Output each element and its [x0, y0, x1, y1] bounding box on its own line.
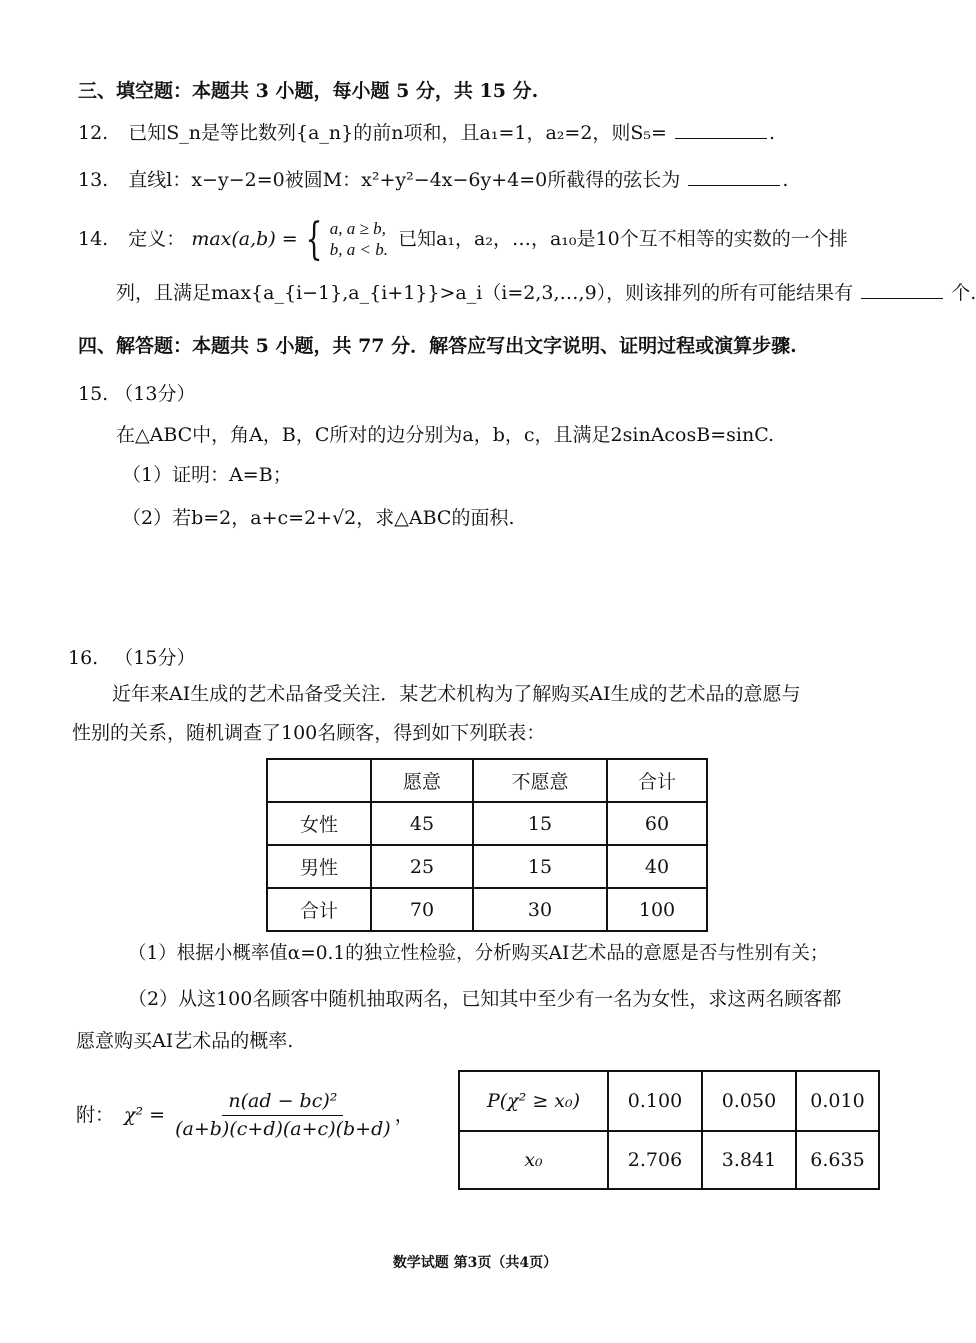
table-cell: 15 — [473, 845, 607, 888]
question-16-part2-line2: 愿意购买AI艺术品的概率. — [76, 1030, 294, 1052]
table-cell: 0.010 — [796, 1071, 879, 1131]
question-number: 14. — [78, 228, 109, 250]
appendix-formula — [76, 1090, 414, 1141]
question-16-intro-2: 性别的关系，随机调查了100名顾客，得到如下列联表： — [72, 722, 546, 744]
page-footer: 数学试题 第3页（共4页） — [392, 1255, 558, 1271]
table-cell: 女性 — [267, 802, 371, 845]
question-16-part1: （1）根据小概率值α=0.1的独立性检验，分析购买AI艺术品的意愿是否与性别有关； — [128, 943, 829, 964]
table-row — [459, 1071, 879, 1131]
appendix-label: 附： — [76, 1103, 115, 1126]
question-text: 已知S_n是等比数列{a_n}的前n项和，且a₁=1，a₂=2，则S₅= — [128, 122, 667, 144]
table-cell: 30 — [473, 888, 607, 931]
question-number: 12. — [78, 122, 109, 144]
table-cell: P(χ² ≥ x₀) — [459, 1071, 608, 1131]
question-14-line2 — [116, 280, 976, 305]
table-cell: 60 — [607, 802, 707, 845]
table-cell: 合计 — [607, 759, 707, 802]
question-12: 12. 已知S_n是等比数列{a_n}的前n项和，且a₁=1，a₂=2，则S₅= . — [78, 122, 776, 144]
contingency-table — [266, 758, 708, 932]
question-16-intro-1: 近年来AI生成的艺术品备受关注．某艺术机构为了解购买AI生成的艺术品的意愿与 — [112, 683, 801, 705]
table-cell: 合计 — [267, 888, 371, 931]
table-cell: 25 — [371, 845, 473, 888]
table-row — [267, 802, 707, 845]
fraction-numerator: n(ad − bc)² — [222, 1090, 343, 1116]
table-cell: 40 — [607, 845, 707, 888]
table-cell: 不愿意 — [473, 759, 607, 802]
table-cell: 6.635 — [796, 1131, 879, 1189]
question-number: 13. — [78, 169, 109, 191]
question-16-part2-line1: （2）从这100名顾客中随机抽取两名，已知其中至少有一名为女性，求这两名顾客都 — [128, 988, 842, 1010]
max-definition: max(a,b) = — [191, 228, 298, 250]
piecewise-cases: a, a ≥ b, b, a < b. — [329, 219, 389, 259]
table-cell: x₀ — [459, 1131, 608, 1189]
table-cell: 70 — [371, 888, 473, 931]
critical-value-table — [458, 1070, 880, 1190]
section-answer-heading: 四、解答题：本题共 5 小题，共 77 分．解答应写出文字说明、证明过程或演算步骤. — [78, 335, 797, 357]
answer-blank — [861, 280, 943, 299]
answer-blank — [675, 120, 767, 139]
table-cell: 男性 — [267, 845, 371, 888]
question-number: 15. — [78, 383, 109, 405]
table-cell: 愿意 — [371, 759, 473, 802]
table-cell: 15 — [473, 802, 607, 845]
question-score: （15分） — [114, 647, 196, 669]
brace-icon: { — [305, 214, 323, 265]
question-text-prefix: 定义： — [128, 228, 186, 250]
table-header-row — [267, 759, 707, 802]
question-number: 16. — [68, 647, 99, 669]
table-cell: 0.050 — [702, 1071, 796, 1131]
question-text-suffix: 已知a₁，a₂，…，a₁₀是10个互不相等的实数的一个排 — [398, 228, 848, 250]
question-13: 13. 直线l：x−y−2=0被圆M：x²+y²−4x−6y+4=0所截得的弦长为 . — [78, 169, 789, 191]
question-text: 直线l：x−y−2=0被圆M：x²+y²−4x−6y+4=0所截得的弦长为 — [128, 169, 681, 191]
table-cell: 2.706 — [608, 1131, 702, 1189]
question-15-stem: 在△ABC中，角A，B，C所对的边分别为a，b，c，且满足2sinAcosB=sinC. — [116, 424, 775, 446]
chi-square-fraction — [171, 1090, 395, 1141]
question-15-part2: （2）若b=2，a+c=2+√2，求△ABC的面积. — [122, 507, 515, 529]
table-cell: 45 — [371, 802, 473, 845]
formula-lhs: χ² = — [124, 1103, 166, 1126]
table-row — [267, 845, 707, 888]
question-15-part1: （1）证明：A=B； — [122, 464, 292, 486]
question-14-line1 — [78, 214, 848, 265]
table-cell — [267, 759, 371, 802]
question-15-header — [78, 383, 195, 406]
fraction-denominator: (a+b)(c+d)(a+c)(b+d) — [175, 1117, 391, 1140]
question-score: （13分） — [114, 383, 196, 405]
table-row — [267, 888, 707, 931]
question-text-end: 个. — [951, 282, 976, 304]
table-row — [459, 1131, 879, 1189]
table-cell: 3.841 — [702, 1131, 796, 1189]
formula-tail: ， — [394, 1103, 414, 1126]
table-cell: 0.100 — [608, 1071, 702, 1131]
answer-blank — [688, 167, 780, 186]
section-fill-in-heading: 三、填空题：本题共 3 小题，每小题 5 分，共 15 分. — [78, 80, 539, 102]
question-text: 列，且满足max{a_{i−1},a_{i+1}}>a_i（i=2,3,…,9），则该排列的所有可能结果有 — [116, 282, 854, 304]
table-cell: 100 — [607, 888, 707, 931]
question-16-header — [68, 647, 195, 670]
